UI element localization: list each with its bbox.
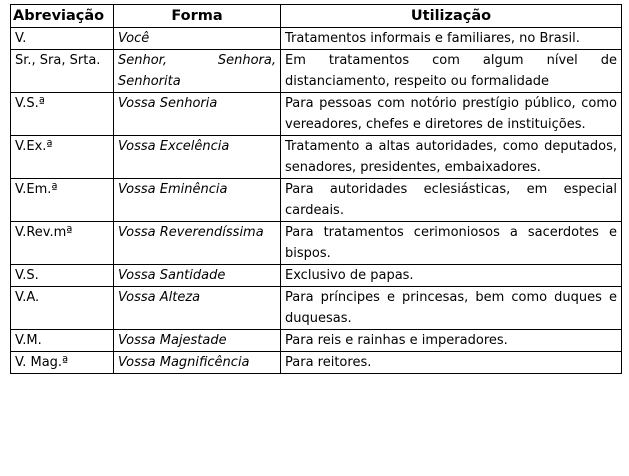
forma-cell: Vossa Magnificência [114, 352, 281, 374]
uso-cell: Exclusivo de papas. [281, 265, 622, 287]
uso-line-2: distanciamento, respeito ou formalidade [285, 74, 550, 89]
abbr-cell: V.A. [11, 287, 114, 330]
uso-word: nível [546, 53, 578, 68]
uso-cell: Para reis e rainhas e imperadores. [281, 330, 622, 352]
uso-word: Em [285, 53, 306, 68]
forma-cell: Vossa Alteza [114, 287, 281, 330]
table-row [11, 93, 622, 136]
header-utilizacao: Utilização [281, 5, 622, 28]
abbr-cell: V.S.ª [11, 93, 114, 136]
uso-word: de [600, 53, 617, 68]
uso-cell: Para tratamentos cerimoniosos a sacerdotes e bispos. [281, 222, 622, 265]
abbr-cell: V.Rev.mª [11, 222, 114, 265]
abbr-cell: V.Ex.ª [11, 136, 114, 179]
uso-line-1 [285, 50, 617, 71]
table-row [11, 265, 622, 287]
forma-word: Senhor, [118, 53, 167, 68]
forma-cell: Você [114, 28, 281, 50]
forma-cell: Vossa Santidade [114, 265, 281, 287]
forma-cell [114, 50, 281, 93]
uso-word: tratamentos [328, 53, 410, 68]
table-row [11, 287, 622, 330]
header-abreviacao: Abreviação [11, 5, 114, 28]
table-row [11, 222, 622, 265]
uso-word: algum [482, 53, 524, 68]
table-row [11, 330, 622, 352]
forma-cell: Vossa Majestade [114, 330, 281, 352]
uso-cell [281, 50, 622, 93]
abbr-cell: V. Mag.ª [11, 352, 114, 374]
abbr-cell: V.Em.ª [11, 179, 114, 222]
table-row [11, 28, 622, 50]
table-row [11, 179, 622, 222]
forma-cell: Vossa Reverendíssima [114, 222, 281, 265]
uso-cell: Para príncipes e princesas, bem como duques e duquesas. [281, 287, 622, 330]
abbr-cell: Sr., Sra, Srta. [11, 50, 114, 93]
table-row [11, 50, 622, 93]
uso-cell: Para pessoas com notório prestígio público, como vereadores, chefes e diretores de instituições. [281, 93, 622, 136]
uso-cell: Para reitores. [281, 352, 622, 374]
uso-cell: Tratamentos informais e familiares, no Brasil. [281, 28, 622, 50]
uso-cell: Para autoridades eclesiásticas, em especial cardeais. [281, 179, 622, 222]
forma-word: Senhora, [217, 53, 276, 68]
forma-line-2: Senhorita [118, 74, 181, 89]
uso-word: com [432, 53, 460, 68]
forma-cell: Vossa Eminência [114, 179, 281, 222]
table-row [11, 352, 622, 374]
abbr-cell: V. [11, 28, 114, 50]
forma-line-1 [118, 50, 276, 71]
table-row [11, 136, 622, 179]
treatment-forms-table [10, 4, 622, 374]
abbr-cell: V.M. [11, 330, 114, 352]
header-forma: Forma [114, 5, 281, 28]
forma-cell: Vossa Excelência [114, 136, 281, 179]
abbr-cell: V.S. [11, 265, 114, 287]
uso-cell: Tratamento a altas autoridades, como deputados, senadores, presidentes, embaixadores. [281, 136, 622, 179]
header-row [11, 5, 622, 28]
forma-cell: Vossa Senhoria [114, 93, 281, 136]
